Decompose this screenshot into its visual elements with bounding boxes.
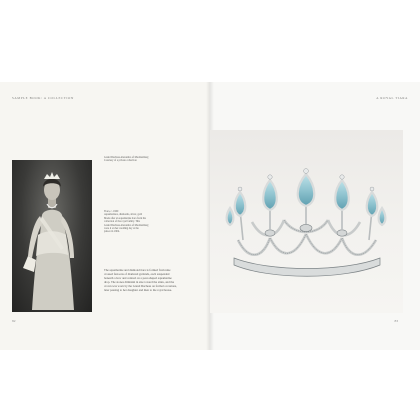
object-caption-line: Aquamarines, diamonds, silver, gold	[104, 213, 143, 217]
right-running-head: A ROYAL TIARA	[376, 96, 408, 100]
object-caption-line: Grand Duchess Alexandra of Mecklenburg	[104, 223, 149, 227]
object-caption-line: collection of the royal family. This	[104, 220, 140, 224]
object-caption-line: Made after an aquamarine tiara from the	[104, 216, 146, 220]
object-caption-line: palace in 1904.	[104, 230, 120, 234]
photo-caption	[104, 156, 164, 163]
caption-credit: Courtesy of a private collection	[104, 159, 137, 163]
left-page-number: 82	[12, 319, 16, 323]
caption-title: Grand Duchess Alexandra of Mecklenburg	[104, 156, 149, 159]
object-caption	[104, 210, 164, 234]
right-page-number: 83	[394, 319, 398, 323]
object-caption-line: wore it on her wedding day at the	[104, 227, 139, 231]
tiara-illustration	[210, 130, 403, 313]
left-running-head: SAMPLE BOOK: A COLLECTION	[12, 96, 74, 100]
portrait-photograph	[12, 160, 92, 312]
body-paragraph: The aquamarine and diamond tiara is formed from nine crossed festoons of diamond garlands, each suspended beneath a bow and centred on a pear-shaped aquamarine drop. The stones diminish in size toward the sides, and the crown was worn by the Grand Duchess on formal occasions, later passing to her daughter and then to the royal house.	[104, 268, 177, 292]
tiara-photograph	[210, 130, 403, 313]
object-caption-line: Tiara, c. 1900	[104, 210, 119, 213]
